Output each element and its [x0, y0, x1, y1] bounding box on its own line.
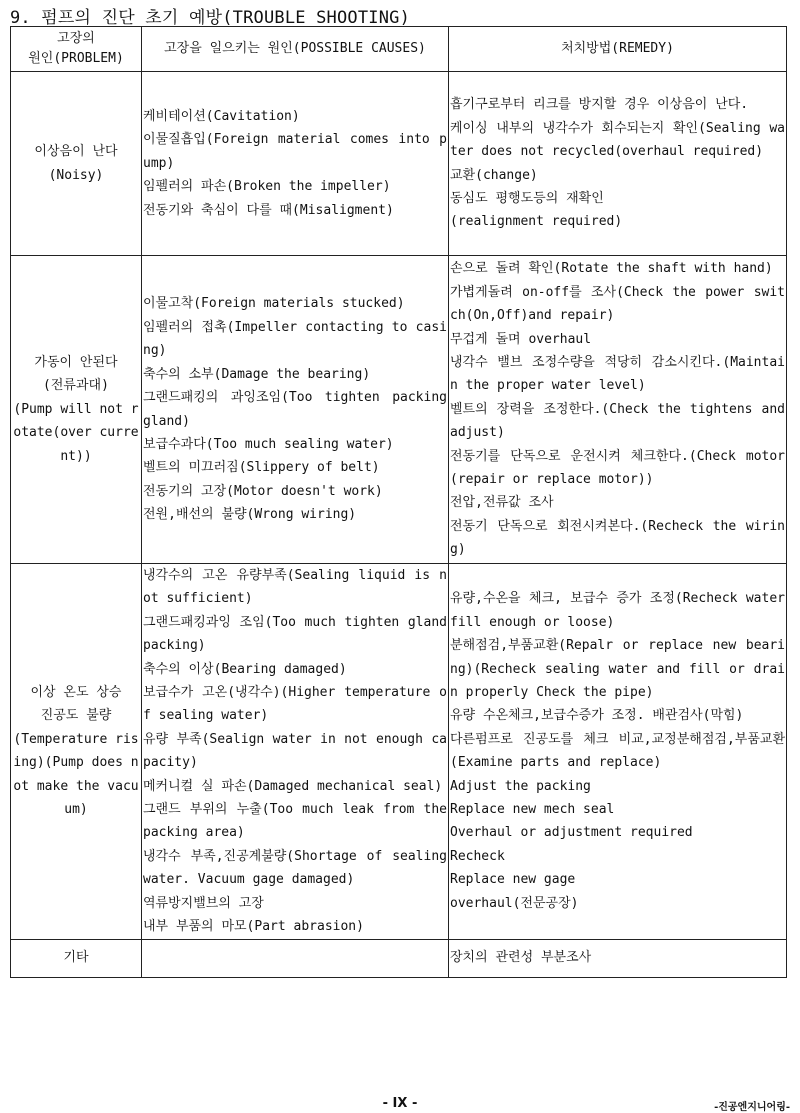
causes-cell: [142, 939, 449, 977]
remedy-item: overhaul(전문공장): [450, 895, 579, 911]
cause-item: 보급수과다(Too much sealing water): [143, 436, 394, 452]
problem-cell: [11, 72, 142, 256]
remedy-item: Replace new mech seal: [450, 802, 615, 818]
table-row: [11, 939, 787, 977]
page-title: 9. 펌프의 진단 초기 예방(TROUBLE SHOOTING): [10, 8, 411, 28]
remedy-cell: [449, 72, 787, 256]
causes-cell: [142, 564, 449, 940]
cause-item: 축수의 이상(Bearing damaged): [143, 661, 347, 677]
remedy-item: 전동기 단독으로 회전시켜본다.(Recheck the wiring): [450, 518, 785, 558]
cause-item: 축수의 소부(Damage the bearing): [143, 366, 371, 382]
remedy-item: 유량 수온체크,보급수증가 조정. 배관검사(막힘): [450, 708, 744, 724]
remedy-item: 케이싱 내부의 냉각수가 회수되는지 확인(Sealing water does not recycled(overhaul required): [450, 120, 785, 160]
problem-cell: [11, 564, 142, 940]
causes-cell: [142, 256, 449, 564]
cause-item: 역류방지밸브의 고장: [143, 895, 264, 911]
problem-cell: [11, 939, 142, 977]
cause-item: 케비테이션(Cavitation): [143, 108, 300, 124]
remedy-item: (realignment required): [450, 214, 623, 230]
cause-item: 전원,배선의 불량(Wrong wiring): [143, 507, 357, 523]
problem-cell: [11, 256, 142, 564]
cause-item: 내부 부품의 마모(Part abrasion): [143, 919, 364, 935]
problem-text: 이상음이 난다 (Noisy): [34, 144, 118, 183]
cause-item: 전동기의 고장(Motor doesn't work): [143, 483, 383, 499]
cause-item: 이물질흡입(Foreign material comes into pump): [143, 132, 447, 171]
cause-item: 냉각수 부족,진공계불량(Shortage of sealing water. Vacuum gage damaged): [143, 848, 447, 888]
cause-item: 메커니컬 실 파손(Damaged mechanical seal): [143, 778, 443, 794]
cause-item: 그랜드 부위의 누출(Too much leak from the packing area): [143, 802, 447, 841]
remedy-cell: [449, 256, 787, 564]
problem-text: 기타: [63, 950, 89, 966]
remedy-item: Replace new gage: [450, 872, 576, 888]
cause-item: 임펠러의 파손(Broken the impeller): [143, 179, 391, 195]
remedy-item: 교환(change): [450, 167, 538, 183]
header-remedy: [449, 27, 787, 72]
remedy-item: 다른펌프로 진공도를 체크 비교,교정분해점검,부품교환(Examine parts and replace): [450, 731, 785, 771]
company-name: -진공엔지니어링-: [714, 1102, 790, 1113]
table-row: [11, 72, 787, 256]
header-remedy-text: 처치방법(REMEDY): [561, 41, 674, 56]
remedy-item: 벨트의 장력을 조정한다.(Check the tightens and adjust): [450, 401, 785, 441]
remedy-item: Recheck: [450, 848, 505, 864]
header-problem: [11, 27, 142, 72]
remedy-item: 유량,수온을 체크, 보급수 증가 조정(Recheck water fill enough or loose): [450, 591, 785, 630]
table-header-row: [11, 27, 787, 72]
problem-text: 이상 온도 상승 진공도 불량 (Temperature rising)(Pump does not make the vacuum): [13, 685, 139, 818]
causes-cell: [142, 72, 449, 256]
remedy-cell: [449, 564, 787, 940]
remedy-item: 흡기구로부터 리크를 방지할 경우 이상음이 난다.: [450, 97, 749, 113]
remedy-item: 무겁게 돌며 overhaul: [450, 331, 592, 347]
cause-item: 유량 부족(Sealign water in not enough capacity): [143, 731, 447, 771]
cause-item: 전동기와 축심이 다를 때(Misaligment): [143, 202, 394, 218]
remedy-item: 분해점검,부품교환(Repalr or replace new bearing)(Recheck sealing water and fill or drain properly Check the pipe): [450, 638, 785, 701]
cause-item: 그랜드패킹의 과잉조임(Too tighten packing gland): [143, 390, 447, 429]
table-row: [11, 256, 787, 564]
remedy-item: 가볍게돌려 on-off를 조사(Check the power switch(On,Off)and repair): [450, 284, 785, 324]
header-causes-text: 고장을 일으키는 원인(POSSIBLE CAUSES): [164, 41, 426, 56]
page-number: - IX -: [382, 1096, 418, 1111]
cause-item: 보급수가 고온(냉각수)(Higher temperature of sealing water): [143, 685, 447, 724]
remedy-item: Overhaul or adjustment required: [450, 825, 693, 841]
remedy-item: 동심도 평행도등의 재확인: [450, 190, 604, 206]
problem-text: 가동이 안된다 (전류과대) (Pump will not rotate(over current)): [13, 354, 139, 464]
remedy-item: 전동기를 단독으로 운전시켜 체크한다.(Check motor(repair or replace motor)): [450, 448, 785, 488]
remedy-item: 장치의 관련성 부분조사: [450, 950, 592, 966]
header-causes: [142, 27, 449, 72]
remedy-item: Adjust the packing: [450, 778, 591, 794]
cause-item: 임펠러의 접촉(Impeller contacting to casing): [143, 319, 447, 359]
remedy-item: 전압,전류값 조사: [450, 495, 554, 511]
trouble-shooting-table: [10, 26, 787, 978]
remedy-item: 냉각수 밸브 조정수량을 적당히 감소시킨다.(Maintain the proper water level): [450, 354, 785, 394]
cause-item: 냉각수의 고온 유량부족(Sealing liquid is not sufficient): [143, 568, 447, 607]
table-row: [11, 564, 787, 940]
remedy-cell: [449, 939, 787, 977]
cause-item: 이물고착(Foreign materials stucked): [143, 296, 405, 312]
cause-item: 그랜드패킹과잉 조임(Too much tighten gland packing): [143, 614, 447, 654]
table-body: [11, 72, 787, 978]
cause-item: 벨트의 미끄러짐(Slippery of belt): [143, 460, 380, 476]
remedy-item: 손으로 돌려 확인(Rotate the shaft with hand): [450, 261, 773, 277]
header-problem-text: 고장의 원인(PROBLEM): [28, 31, 124, 66]
